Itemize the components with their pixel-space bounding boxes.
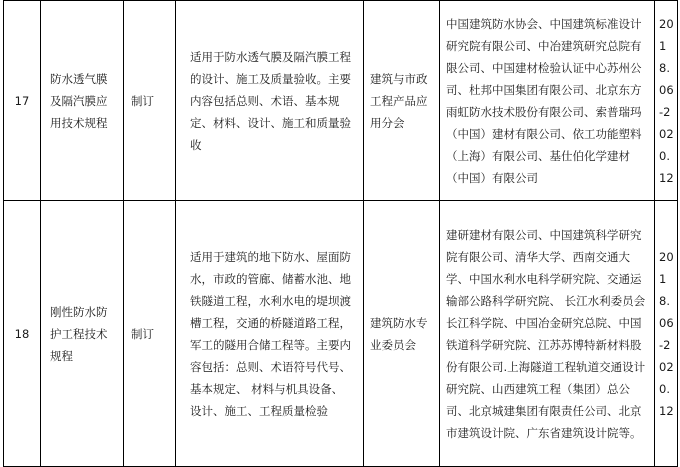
row-number: 18 <box>4 201 41 467</box>
scope-description: 适用于防水透气膜及隔汽膜工程的设计、施工及质量验收。主要内容包括总则、术语、基本规定、材料、设计、施工和质量验收 <box>176 1 364 201</box>
row-number: 17 <box>4 1 41 201</box>
responsible-unit: 建筑与市政工程产品应用分会 <box>364 1 440 201</box>
standard-name: 防水透气膜及隔汽膜应用技术规程 <box>41 1 124 201</box>
schedule-period: 2018.06-2020.12 <box>655 201 678 467</box>
standards-table <box>3 0 678 467</box>
scope-description: 适用于建筑的地下防水、屋面防水，市政的管廊、储蓄水池、地铁隧道工程，水利水电的堤坝渡槽工程，交通的桥隧道路工程，军工的隧用合储工程等。主要内容包括：总则、术语符号代号、基本规定、 材料与机具设备、设计、施工、工程质量检验 <box>176 201 364 467</box>
participating-organizations: 建研建材有限公司、中国建筑科学研究院有限公司、清华大学、西南交通大学、中国水利水电科学研究院、交通运输部公路科学研究院、 长江水利委员会长江科学院、中国冶金研究总院、中国铁道科学研究院、江苏苏博特新材料股份有限公司.上海隧道工程轨道交通设计研究院、山西建筑工程（集团）总公司、北京城建集团有限责任公司、北京市建筑设计院、广东省建筑设计院等。 <box>440 201 655 467</box>
work-type: 制订 <box>124 201 176 467</box>
standard-name: 刚性防水防护工程技术规程 <box>41 201 124 467</box>
work-type: 制订 <box>124 1 176 201</box>
table-row <box>4 201 678 467</box>
responsible-unit: 建筑防水专业委员会 <box>364 201 440 467</box>
schedule-period: 2018.06-2020.12 <box>655 1 678 201</box>
table-row <box>4 1 678 201</box>
participating-organizations: 中国建筑防水协会、中国建筑标准设计研究院有限公司、中冶建筑研究总院有限公司、中国建材检验认证中心苏州公司、杜邦中国集团有限公司、北京东方雨虹防水技术股份有限公司、索普瑞玛（中国）建材有限公司、依工功能塑料（上海）有限公司、基仕伯化学建材（中国）有限公司 <box>440 1 655 201</box>
